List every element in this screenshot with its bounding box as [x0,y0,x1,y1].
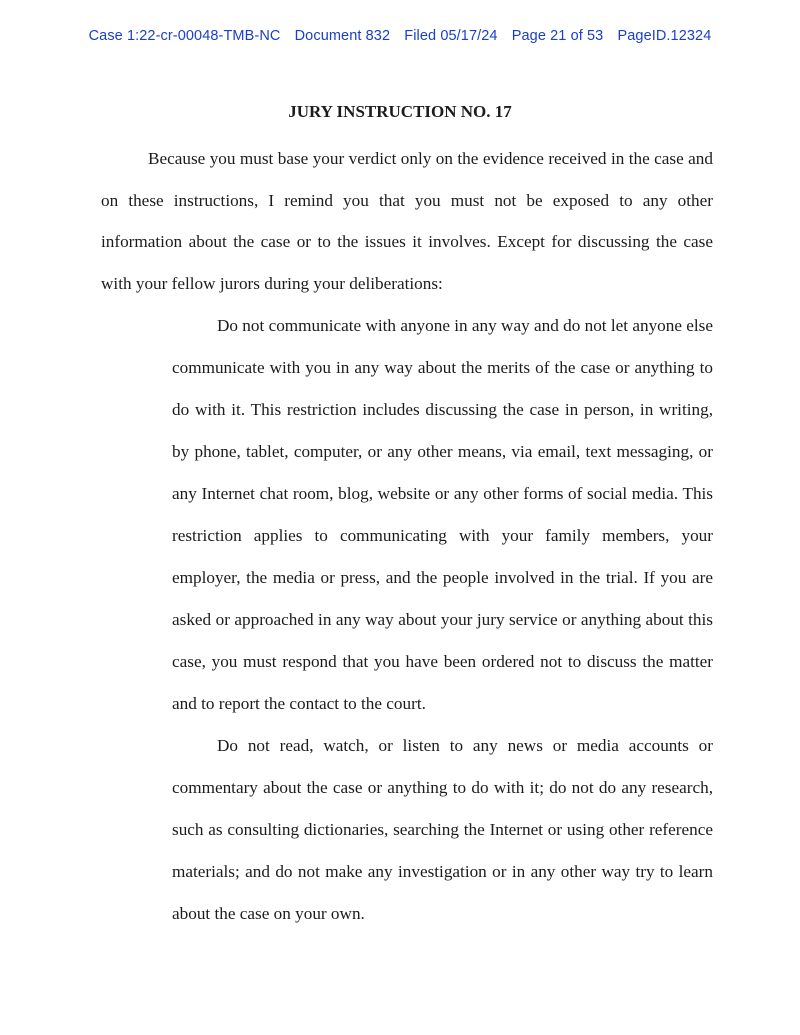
instruction-title: JURY INSTRUCTION NO. 17 [288,102,512,121]
filed-date: Filed 05/17/24 [404,28,498,44]
media-restriction-paragraph: Do not read, watch, or listen to any news or media accounts or commentary about the case or anything to do with it; do not do any research, such as consulting dictionaries, searching the Internet or using other reference materials; and do not make any investigation or in any other way try to learn about the case on your own. [172,736,713,923]
communication-restriction-paragraph: Do not communicate with anyone in any way and do not let anyone else communicate with you in any way about the merits of the case or anything to do with it. This restriction includes discussing the case in person, in writing, by phone, tablet, computer, or any other means, via email, text messaging, or any Internet chat room, blog, website or any other forms of social media. This restriction applies to communicating with your family members, your employer, the media or press, and the people involved in the trial. If you are asked or approached in any way about your jury service or anything about this case, you must respond that you have been ordered not to discuss the matter and to report the contact to the court. [172,316,713,713]
case-number: Case 1:22-cr-00048-TMB-NC [88,28,281,44]
page-count: Page 21 of 53 [511,28,604,44]
ecf-filing-header [0,28,800,44]
document-number: Document 832 [294,28,391,44]
intro-paragraph: Because you must base your verdict only on the evidence received in the case and on these instructions, I remind you that you must not be exposed to any other information about the case or to the issues it involves. Except for discussing the case with your fellow jurors during your deliberations: [101,149,713,294]
page-id: PageID.12324 [617,28,712,44]
